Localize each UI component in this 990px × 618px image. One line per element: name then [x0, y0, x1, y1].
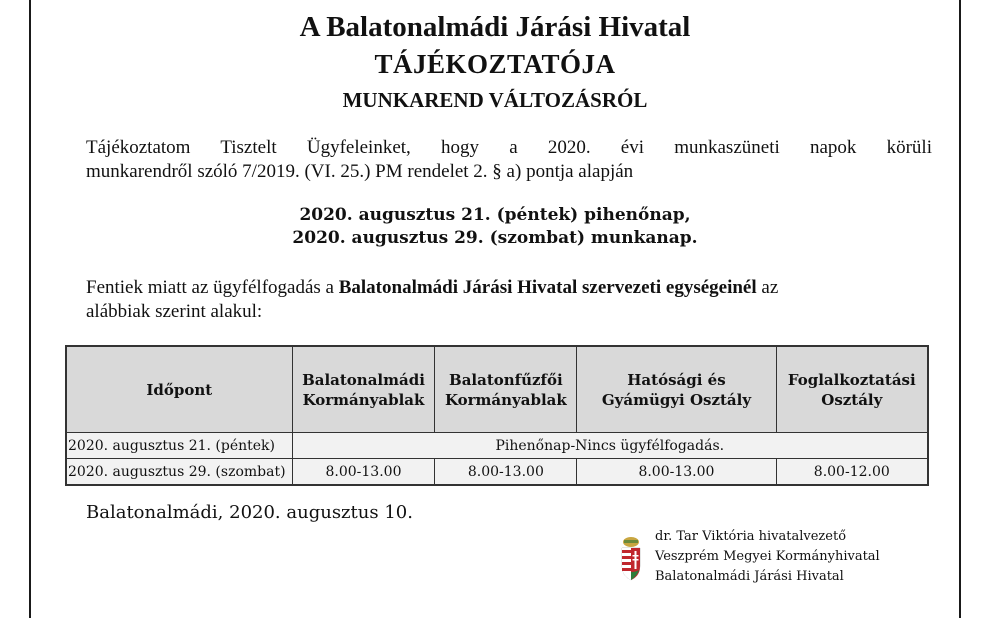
highlight-line-2: 2020. augusztus 29. (szombat) munkanap. — [292, 228, 698, 248]
schedule-table — [65, 345, 929, 486]
intro-line-2: munkarendről szóló 7/2019. (VI. 25.) PM rendelet 2. § a) pontja alapján — [86, 161, 634, 182]
reception-paragraph — [86, 276, 932, 324]
document-title: A Balatonalmádi Járási Hivatal — [299, 11, 691, 43]
signature-block — [655, 527, 880, 587]
table-header-row — [66, 346, 928, 433]
document-topic: MUNKAREND VÁLTOZÁSRÓL — [342, 88, 648, 112]
document-subtitle: TÁJÉKOZTATÓJA — [374, 49, 616, 79]
reception-prefix: Fentiek miatt az ügyfélfogadás a — [86, 277, 339, 298]
reception-suffix: az — [756, 277, 779, 298]
reception-bold: Balatonalmádi Járási Hivatal szervezeti egységeinél — [338, 277, 757, 298]
hungarian-coat-of-arms-icon — [619, 536, 643, 584]
reception-line-2: alábbiak szerint alakul: — [86, 301, 263, 322]
table-row — [66, 459, 928, 486]
header-hatosagi: Hatósági és Gyámügyi Osztály — [577, 346, 776, 433]
place-and-date: Balatonalmádi, 2020. augusztus 10. — [86, 502, 413, 523]
row-date: 2020. augusztus 21. (péntek) — [66, 433, 292, 459]
row-value: 8.00-13.00 — [435, 459, 577, 486]
header-foglalkoztatasi: Foglalkoztatási Osztály — [776, 346, 928, 433]
intro-line-1: Tájékoztatom Tisztelt Ügyfeleinket, hogy a 2020. évi munkaszüneti napok körüli — [86, 137, 932, 158]
signature-office: Veszprém Megyei Kormányhivatal — [655, 549, 880, 564]
signature-district: Balatonalmádi Járási Hivatal — [655, 569, 844, 584]
row-merged-note: Pihenőnap-Nincs ügyfélfogadás. — [292, 433, 928, 459]
header-balatonalmadi: Balatonalmádi Kormányablak — [292, 346, 435, 433]
intro-paragraph — [86, 136, 932, 184]
row-value: 8.00-13.00 — [577, 459, 776, 486]
highlight-dates — [0, 204, 990, 250]
row-date: 2020. augusztus 29. (szombat) — [66, 459, 292, 486]
header-balatonfuzfo: Balatonfűzfői Kormányablak — [435, 346, 577, 433]
row-value: 8.00-13.00 — [292, 459, 435, 486]
row-value: 8.00-12.00 — [776, 459, 928, 486]
header-time: Időpont — [66, 346, 292, 433]
signature-name: dr. Tar Viktória hivatalvezető — [655, 529, 847, 544]
table-row — [66, 433, 928, 459]
highlight-line-1: 2020. augusztus 21. (péntek) pihenőnap, — [299, 205, 691, 225]
